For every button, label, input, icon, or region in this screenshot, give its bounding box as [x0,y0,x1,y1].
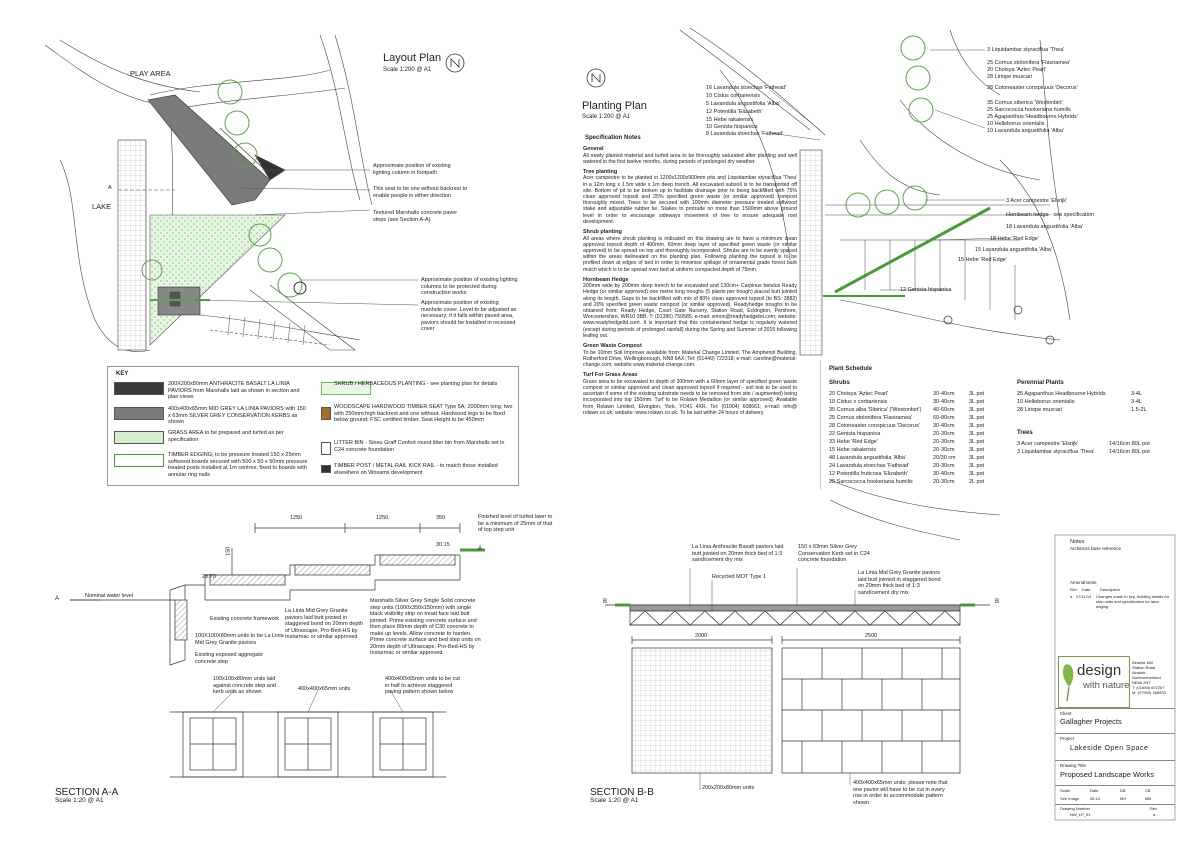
schedule-row [821,391,1151,399]
schedule-cell-size: 20-30cm [933,463,955,469]
address-line: T: (01665) 607267 [1132,685,1165,690]
schedule-row [821,399,1151,407]
dimension-label: 1250 [290,515,303,521]
meta-value: See Image [1060,796,1080,801]
schedule-row [821,479,1151,487]
project-name: Lakeside Open Space [1070,745,1149,752]
spec-notes [583,146,797,416]
schedule-cell-size: 60-80cm [933,415,955,421]
drawing-title-label: Drawing Title [1060,763,1087,768]
rev-header: Date [1082,587,1091,592]
plant-label: 18 Hebe 'Red Edge' [990,236,1039,242]
section-note: La Linia Mid Grey Granite paviors laid butt jointed in staggered bond on 20mm thick bed of 1:3 sand/cement dry mix [858,570,941,596]
schedule-cell-name: 25 Agapanthus Headbourne Hybrids [1017,391,1106,397]
schedule-cell-name: 3 Liquidambar styraciflua 'Thea' [1017,449,1095,455]
logo-text-nature: with nature [1083,680,1130,691]
schedule-cell-pot: 3L pot [969,463,985,469]
meta-header: DB [1120,788,1126,793]
annotation-lighting-column: Approximate position of existing lighting column in footpath [373,163,451,176]
project-label: Project [1060,736,1075,741]
section-note: Marshalls Silver Grey Single Solid concrete step units (1000x350x150mm) with single black visibility strip on tread face laid butt jointed. Prime existing concrete surface and then place 80mm depth of C30 concrete to make up levels. Allow concrete to harden. Prime concrete surface and bed step units on 20mm depth of Ultrascape, Pro-Bed-HS by Instarmac or similar approved [370,598,481,656]
section-note: Existing exposed aggregate concrete step [195,652,263,665]
address-line: Alnwick [1132,670,1146,675]
rev-value: a [1153,812,1156,817]
client-name: Gallagher Projects [1060,717,1122,726]
schedule-row [821,415,1151,423]
plant-label: 28 Liriope muscari [987,74,1032,80]
spec-section-body: Acer campestre to be planted in 1200x1200x900mm pits and Liquidambar styraciflua 'Thea' in a 12m long x 1.5m wide x 1m deep trench. All excavated subsoil is to be transported off site. Bottom of pit to be broken up to facilitate drainage prior to being backfilled with 75% clean approved topsoil and 25% specified green waste (or similar approved) compost thoroughly mixed. Trees to be secured with 100mm diameter pressure treated softwood stake and adjustable rubber tie. Stakes to protrude no more than 1500mm above ground level in order to encourage sideways movement of tree to ensure adequate root development. [583,175,797,225]
schedule-cell-pot: 3-4L [1131,391,1143,397]
schedule-cell-pot: 3L pot [969,423,985,429]
schedule-cell-pot: 3L pot [969,447,985,453]
schedule-cell-pot: 14/16cm 80L pot [1109,441,1150,447]
drawing-title: Proposed Landscape Works [1060,770,1155,779]
title-block-divider [1055,760,1175,761]
plant-label: 18 Lavandula angustifolia 'Alba' [1006,224,1084,230]
schedule-cell-pot: 14/16cm 80L pot [1109,449,1150,455]
client-label: Client [1060,711,1072,716]
schedule-row [821,463,1151,471]
schedule-cell-pot: 3L pot [969,455,985,461]
key-item: 400x400x65mm MID GREY LA LINIA PAVIORS with 150 x 63mm SILVER GREY CONSERVATION KERBS as shown [168,406,306,425]
spec-section-body: Grass area to be excavated to depth of 300mm with a 60mm layer of specified green waste compost or similar approved and clean approved topsoil if required - soil test to be used to ascertain if some of the existing substrate needs to be removed from site / augmented) being incorporated into top 150mm. Turf to be Rolawn Medallion (or similar approved). Available from Rolawn Limited, Elvington, York, YO41 4XR. Tel: (01904) 608661; e-mail: info@ rolawn.co.uk; website: www.rolawn.co.uk. To be laid within 24 hours of delivery. [583,378,797,416]
schedule-cell-name: 33 Hebe 'Red Edge' [829,439,878,445]
play-area-label: PLAY AREA [130,69,171,78]
schedule-cell-name: 10 Helleborus orientalis [1017,399,1075,405]
schedule-cell-pot: 1.5-2L [1131,407,1147,413]
meta-value: 08.14 [1090,796,1101,801]
rev-cell: Changes made to key, building details for step units and specification for lawn edging [1096,594,1170,609]
spec-section-title: Turf For Grass Areas [583,372,638,379]
meta-header: Date [1090,788,1099,793]
layout-plan-title: Layout Plan [383,52,442,64]
schedule-row [821,431,1151,439]
drawing-number: NW_LP_01 [1070,812,1091,817]
lake-label: LAKE [92,202,112,211]
key-swatch-litter-bin [321,442,331,455]
title-block-divider [1055,785,1175,786]
schedule-cell-pot: 3L pot [969,399,985,405]
schedule-cell-name: 22 Genista hispanica [829,431,881,437]
plant-label: 16 Lavandula stoechas 'Fathead' [706,85,787,91]
schedule-row [821,423,1151,431]
spec-section-body: All areas where shrub planting is indicated on this drawing are to have a minimum clean approved topsoil depth of 400mm. 60mm deep layer of specified green waste (or similar approved) to be spread on top and thoroughly incorporated. Shrubs are to be evenly spaced within the areas delineated on the planting plan. Following planting the topsoil is to be profiled down at edges of bed in order to minimise spillage of ornamental grade forest bark mulch which is to be spread over bed at uniform compacted depth of 75mm. [583,235,797,273]
dimension-label: 2000 [695,633,708,639]
address-line: NE66 2NT [1132,680,1151,685]
schedule-cell-name: 28 Cotoneaster conspicuus 'Decorus' [829,423,920,429]
plant-schedule-heading: Plant Schedule [829,366,873,372]
section-note: 150 x 63mm Silver Grey Conservation Kerb set in C24 concrete foundation [798,544,870,563]
plant-label: 25 Agapanthus 'Headbourne Hybrids' [987,114,1078,120]
schedule-cell-name: 35 Cornus alba 'Sibirica' ('Westonbirt') [829,407,922,413]
annotation-seat: This seat to be one without backrest to enable people in either direction [373,186,468,199]
schedule-cell-size: 30-40cm [933,423,955,429]
key-swatch-kick-rail [321,465,331,473]
plant-label: 3 Acer campestre 'Elsrijk' [1006,198,1068,204]
schedule-cell-pot: 3L pot [969,415,985,421]
section-note: Recycled MOT Type 1 [712,574,767,580]
spec-section-title: General [583,146,604,152]
rev-cell: a [1070,594,1073,599]
spec-heading: Specification Notes [585,135,641,141]
drawing-number-label: Drawing Number [1060,806,1091,811]
schedule-cell-name: 10 Cistus x corbariensis [829,399,888,405]
section-marker-a: A [108,185,112,191]
spec-section-body: To be 10mm Soil Improver available from: Material Change Limited, The Amphenol Building, Rutherford Drive, Wellingborough, NN8 6AX; Tel: (01449) 722318; e-mail: caroline@material-change.com; website www.material-change.com. [583,349,797,368]
dimension-label: 2500 [865,633,878,639]
plant-label: 10 Lavandula angustifolia 'Alba' [987,128,1065,134]
perennials-heading: Perennial Plants [1017,380,1064,386]
plant-label: Hornbeam hedge - see specification [1006,212,1095,218]
address-line: Northumberland [1132,675,1161,680]
schedule-row [821,449,1151,457]
key-swatch-grass [114,431,164,444]
plant-label: 10 Genista hispanica [706,124,758,130]
plant-label: 10 Helleborus orientalis [987,121,1045,127]
planting-trees [846,36,933,217]
schedule-cell-size: 20-30cm [933,431,955,437]
section-note: Existing concrete framework [210,616,280,622]
schedule-cell-size: 20-30cm [933,479,955,485]
schedule-cell-name: 28 Liriope muscari [1017,407,1062,413]
key-swatch-mid-grey [114,407,164,420]
section-aa-scale: Scale 1:20 @ A1 [55,797,104,804]
plant-label: 15 Hebe rakaiensis [706,117,754,123]
layout-plan-drawing [45,35,372,352]
schedule-cell-size: 30-40cm [933,399,955,405]
spec-section-body: All newly planted material and turfed area to be thoroughly saturated after planting and well watered in the first twelve months, during periods of prolonged dry weather. [583,152,797,165]
section-aa-title: SECTION A-A [55,787,119,798]
section-bb-title: SECTION B-B [590,787,654,798]
schedule-cell-size: 20/30 cm [933,455,956,461]
section-marker-a: A [478,546,483,552]
plant-label: 5 Lavandula angustifolia 'Alba' [706,101,780,107]
spec-section-title: Green Waste Compost [583,343,642,350]
schedule-cell-size: 40-60cm [933,407,955,413]
dimension-label: 150 [225,546,232,556]
section-note: 400x400x65mm units; please note that one pavior will have to be cut in every row in order to accommodate pattern shown [853,780,948,806]
key-swatch-timber-edging [114,454,164,467]
title-block-notes-text: Architects base reference [1070,546,1122,551]
north-arrow-planting [587,69,605,87]
dimension-label: 1250 [376,515,389,521]
section-note: La Linia Mid Grey Granite paviors laid butt jointed in staggered bond on 20mm depth of Ultrascape, Pro-Bed-HS by Instarmac or similar approved [285,608,363,640]
plant-schedule [820,360,1151,490]
key-item: 200X200x80mm ANTHRACITE BASALT LA LINIA PAVIORS from Marshalls laid as shown in section and plan views [168,381,300,400]
planting-plan-scale: Scale 1:200 @ A1 [582,114,631,120]
section-bb-drawing [605,605,990,773]
plant-label: 10 Cistus corbariensis [706,93,761,99]
plant-label: 35 Cornus siberica 'Westonbirt' [987,100,1063,106]
plant-label: 25 Cornus stolonifera 'Flaviramea' [987,60,1071,66]
key-item: LITTER BIN - Sineu Graff Confort round litter bin from Marshalls set in C24 concrete foundation [334,440,505,453]
section-note: Nominal water level [85,593,133,599]
meta-header: CB [1145,788,1151,793]
schedule-cell-name: 25 Sarcococca hookeriana humilis [829,479,913,485]
plant-label: 12 Potentilla 'Elizabeth' [706,109,763,115]
key-swatch-seat [321,407,331,420]
plant-label: 20 Choisya 'Aztec Pearl' [987,67,1047,73]
section-marker-a: A [55,596,60,602]
annotation-lighting-columns: Approximate position of existing lighting columns to be protected during construction works [421,277,518,296]
section-aa-paving-plan [170,712,446,777]
section-note: Finished level of turfed lawn to be a minimum of 25mm of that of top step unit [478,514,553,533]
plant-label: 15 Hebe 'Red Edge' [958,257,1007,263]
section-note: 200x200x80mm units [702,785,755,791]
schedule-cell-name: 15 Hebe rakaiensis [829,447,877,453]
schedule-row [821,407,1151,415]
plant-label: 15 Lavandula angustifolia 'Alba' [975,247,1053,253]
key-heading: KEY [116,371,129,377]
meta-value: MH [1120,796,1127,801]
key-item: SHRUB / HERBACEOUS PLANTING - see planting plan for details [334,381,498,387]
rev-header: Description [1100,587,1121,592]
schedule-cell-size: 20-30cm [933,447,955,453]
section-marker-b: B [603,599,608,605]
schedule-row [821,441,1151,449]
plant-label: 25 Sarcococca hookeriana humilis [987,107,1071,113]
planting-plan-title: Planting Plan [582,100,647,112]
schedule-cell-name: 12 Potentilla fruticosa 'Elizabeth' [829,471,908,477]
annotation-manhole: Approximate position of existing manhole cover. Level to be adjusted as necessary; if it falls within paved area, paviors should be installed in recessed cover [421,300,517,332]
schedule-cell-pot: 3L pot [969,407,985,413]
company-logo [1058,656,1130,708]
schedule-cell-pot: 3L pot [969,439,985,445]
title-block-divider [1055,804,1175,805]
address-line: Station Road [1132,665,1156,670]
key-item: GRASS AREA to be prepared and turfed as per specification [168,430,284,443]
key-item: TIMBER POST / METAL RAIL KICK RAIL - to match those installed elsewhere on Woxams development [334,463,498,476]
schedule-cell-size: 30-40cm [933,471,955,477]
section-note: La Linia Anthracite Basalt paviors laid butt jointed on 20mm thick bed of 1:3 sand/cement dry mix [692,544,784,563]
key-swatch-anthracite [114,382,164,395]
level-label: 30.15 [436,542,450,548]
section-note: 400x400x65mm units [298,686,351,692]
rev-header: Rev [1070,587,1078,592]
schedule-cell-pot: 3L pot [969,431,985,437]
title-block-divider [1055,733,1175,734]
plant-label: 8 Lavandula stoechas 'Fathead' [706,131,784,137]
section-note: 100x100x80mm units laid against concrete step and kerb units as shown [213,676,276,695]
company-address [1132,660,1172,695]
schedule-cell-pot: 3L pot [969,471,985,477]
schedule-cell-name: 24 Lavandula stoechas 'Fathead' [829,463,910,469]
schedule-row [821,471,1151,479]
schedule-cell-pot: 3L pot [969,391,985,397]
north-arrow-layout [446,54,464,72]
rev-cell: 07/11/14 [1076,594,1092,599]
meta-value: MB [1145,796,1151,801]
title-block-divider [1055,708,1175,709]
meta-header: Scale [1060,788,1071,793]
section-bb-scale: Scale 1:20 @ A1 [590,797,639,804]
schedule-cell-size: 30-40cm [933,391,955,397]
spec-section-body: 200mm wide by 200mm deep trench to be excavated and 130cm+ Carpinus betulus Ready Hedge (or similar approved) one metre long troughs (5 plants per trough) placed butt jointed along its length. Gaps to be backfilled with mix of 80% clean approved topsoil (to BS: 3882) and 20% specified green waste compost (or similar approved). Readyhedge troughs to be obtained from: Ready Hedge, Court Gate Nursery, Station Road, Eckington, Pershore, Worcestershire, WR10 3BB. T: (01386) 750585; e-mail: simon@readyhedgeltd.com; website: www.readyhedgeltd.com. It is important that this containerised hedge is regularly watered (except during periods of prolonged rainfall) during the Spring and Summer of 2015 following leafing out. [583,283,797,339]
schedule-cell-name: 3 Acer campestre 'Elsrijk' [1017,441,1079,447]
logo-text-design: design [1077,662,1122,679]
address-line: Alnwick Mill [1132,660,1153,665]
schedule-cell-name: 20 Choisya 'Aztec Pearl' [829,391,889,397]
rev-label: Rev [1150,806,1158,811]
layout-plan-scale: Scale 1:200 @ A1 [383,67,432,73]
trees-heading: Trees [1017,430,1033,436]
hornbeam-hedge [835,208,990,292]
plant-label: 3 Liquidambar styraciflua 'Thea' [987,47,1065,53]
spec-section-title: Shrub planting [583,229,622,236]
schedule-cell-pot: 2L pot [969,479,985,485]
section-note: 100X100X80mm units to be La Linia Mid Grey Granite paviors [195,633,284,646]
plant-label: 12 Genista hispanica [900,287,952,293]
dimension-label: 350 [436,515,446,521]
level-label: 29.70 [202,574,216,580]
schedule-cell-name: 25 Cornus stolonifera 'Flaviramea' [829,415,913,421]
schedule-cell-pot: 3-4L [1131,399,1143,405]
spec-section-title: Hornbeam Hedge [583,276,629,283]
title-block-notes-label: Notes [1070,539,1085,545]
schedule-cell-size: 20-30cm [933,439,955,445]
section-note: 400x400x65mm units to be cut in half to achieve staggered paving pattern shown below [385,676,460,695]
spec-section-title: Tree planting [583,168,618,175]
key-item: TIMBER EDGING; to be pressure treated 150 x 25mm softwood boards secured with 500 x 50 x 50mm pressure treated posts installed at 1m centres; fixed to boards with annular ring nails [168,452,308,478]
shrubs-heading: Shrubs [829,380,850,386]
section-marker-b: B [995,599,1000,605]
amendments-label: Amendments [1070,580,1097,585]
address-line: M: (07900) 268933 [1132,690,1166,695]
schedule-cell-name: 48 Lavandula angustifolia 'Alba' [829,455,907,461]
annotation-paver-steps: Textured Marshalls concrete paver steps (see Section A-A) [373,210,458,223]
key-panel [107,366,519,486]
plant-label: 28 Cotoneaster conspicuus 'Decorus' [987,85,1078,91]
key-item: WOODSCAPE HARDWOOD TIMBER SEAT Type 5A; 2000mm long; two with 250mm high backrest and one without. Hardwood legs to be fixed below ground; FSC certified timber. Seat Height to be 450mm [334,404,513,423]
